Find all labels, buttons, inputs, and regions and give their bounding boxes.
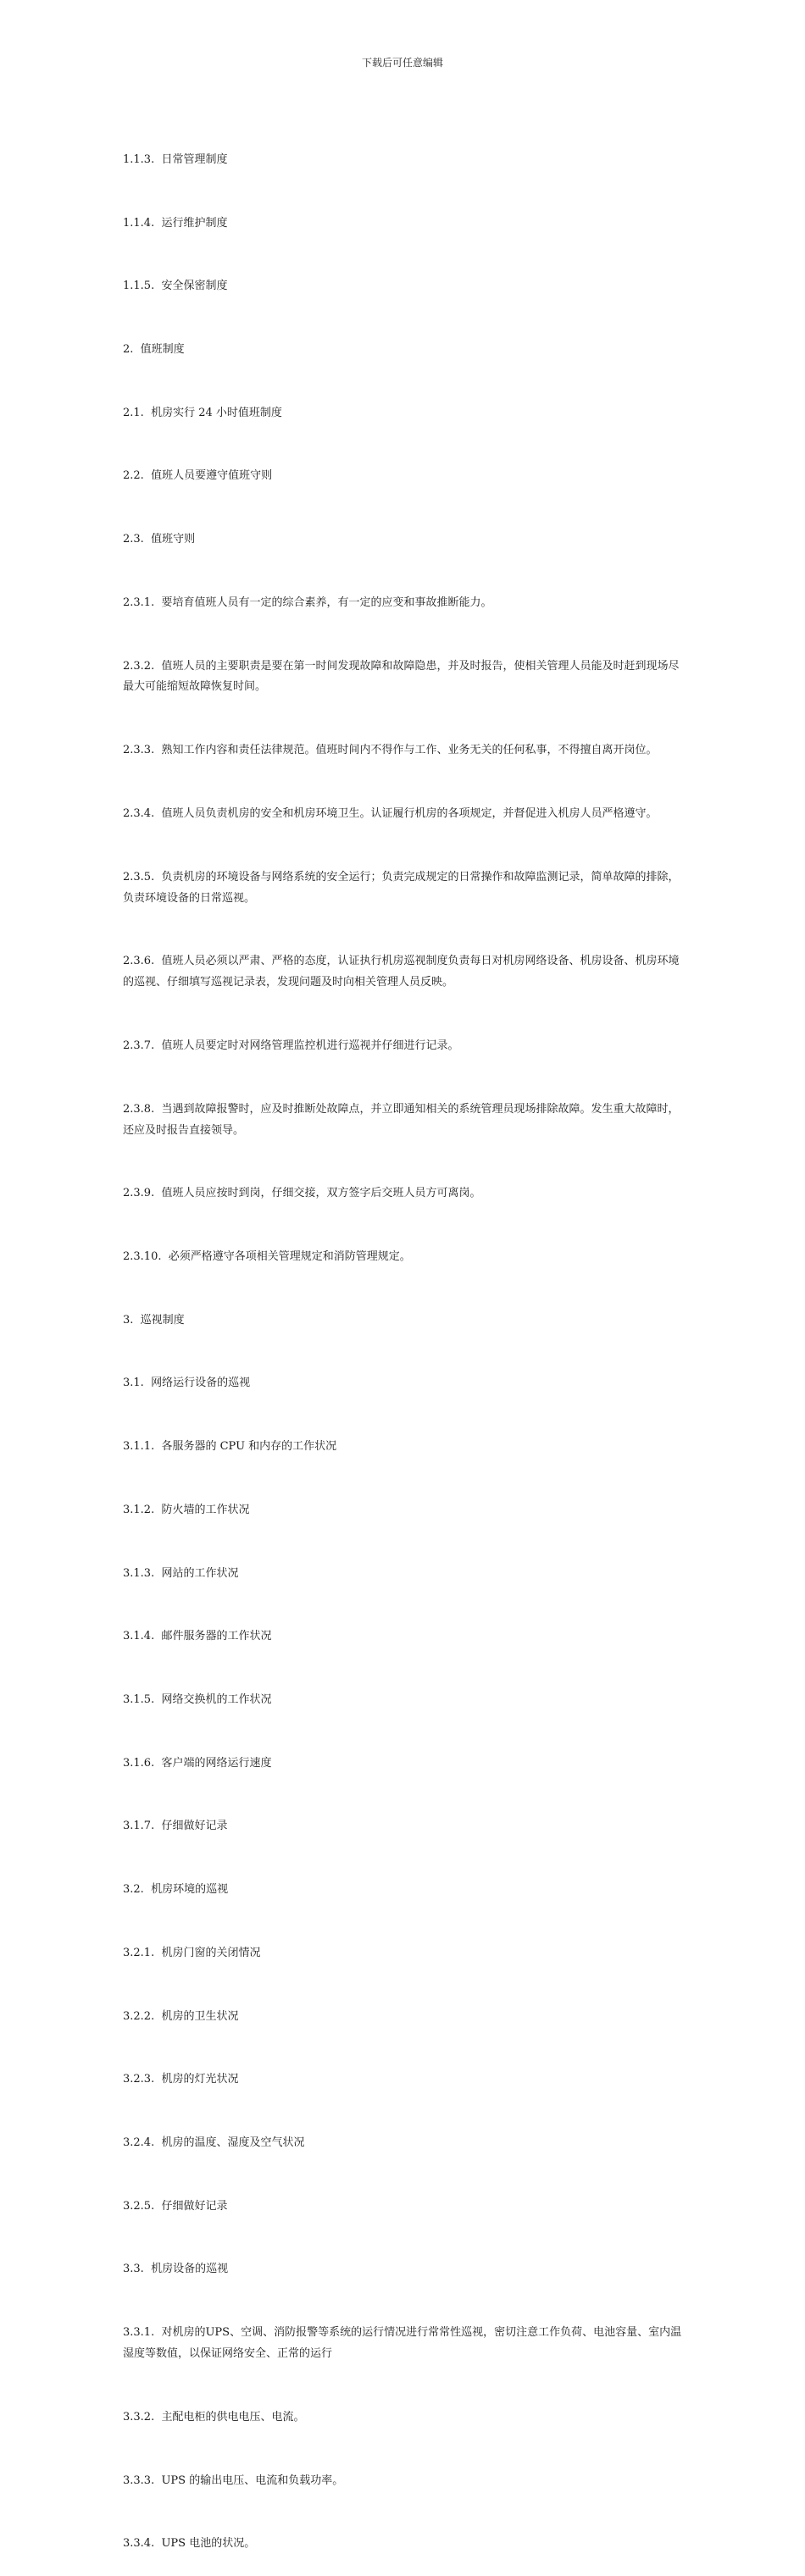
paragraph: 1.1.4. 运行维护制度 — [123, 216, 228, 230]
paragraph: 1.1.3. 日常管理制度 — [123, 152, 228, 166]
paragraph: 3.1.7. 仔细做好记录 — [123, 1820, 228, 1833]
paragraph: 3.1.4. 邮件服务器的工作状况 — [123, 1630, 272, 1643]
paragraph: 3.1.6. 客户端的网络运行速度 — [123, 1756, 272, 1770]
paragraph: 2.2. 值班人员要遵守值班守则 — [123, 469, 273, 483]
paragraph: 3.1.1. 各服务器的 CPU 和内存的工作状况 — [123, 1440, 337, 1454]
section-heading: 2. 值班制度 — [123, 342, 185, 356]
section-heading: 3. 巡视制度 — [123, 1313, 185, 1327]
paragraph: 2.3.10. 必须严格遵守各项相关管理规定和消防管理规定。 — [123, 1249, 411, 1263]
paragraph: 3.1.5. 网络交换机的工作状况 — [123, 1692, 272, 1706]
paragraph: 2.3.1. 要培育值班人员有一定的综合素养，有一定的应变和事故推断能力。 — [123, 596, 492, 609]
document-body — [123, 108, 689, 2576]
paragraph: 3.3.2. 主配电柜的供电电压、电流。 — [123, 2410, 305, 2424]
paragraph: 3.2.1. 机房门窗的关闭情况 — [123, 1946, 261, 1959]
paragraph: 3.3.4. UPS 电池的状况。 — [123, 2537, 256, 2551]
paragraph: 3.2.5. 仔细做好记录 — [123, 2199, 228, 2213]
paragraph: 2.3.2. 值班人员的主要职责是要在第一时间发现故障和故障隐患，并及时报告，使相关管理人员能及时赶到现场尽最大可能缩短故障恢复时间。 — [123, 659, 680, 694]
paragraph: 2.3. 值班守则 — [123, 533, 196, 546]
paragraph: 2.3.7. 值班人员要定时对网络管理监控机进行巡视并仔细进行记录。 — [123, 1039, 459, 1052]
paragraph: 2.3.4. 值班人员负责机房的安全和机房环境卫生。认证履行机房的各项规定，并督促进入机房人员严格遵守。 — [123, 806, 658, 820]
paragraph: 2.1. 机房实行 24 小时值班制度 — [123, 406, 282, 419]
paragraph: 2.3.3. 熟知工作内容和责任法律规范。值班时间内不得作与工作、业务无关的任何私事，不得擅自离开岗位。 — [123, 744, 658, 757]
paragraph: 3.3.3. UPS 的输出电压、电流和负载功率。 — [123, 2474, 344, 2487]
paragraph: 3.2.3. 机房的灯光状况 — [123, 2073, 239, 2086]
paragraph: 3.1.3. 网站的工作状况 — [123, 1566, 239, 1580]
paragraph: 3.2.4. 机房的温度、湿度及空气状况 — [123, 2136, 305, 2149]
paragraph: 2.3.8. 当遇到故障报警时，应及时推断处故障点，并立即通知相关的系统管理员现场排除故障。发生重大故障时，还应及时报告直接领导。 — [123, 1102, 680, 1137]
paragraph: 3.1. 网络运行设备的巡视 — [123, 1377, 251, 1390]
page-header: 下载后可任意编辑 — [361, 57, 443, 69]
paragraph: 2.3.6. 值班人员必须以严肃、严格的态度，认证执行机房巡视制度负责每日对机房网络设备、机房设备、机房环境的巡视、仔细填写巡视记录表，发现问题及时向相关管理人员反映。 — [123, 955, 680, 989]
paragraph: 3.3. 机房设备的巡视 — [123, 2263, 229, 2276]
paragraph: 3.3.1. 对机房的UPS、空调、消防报警等系统的运行情况进行常常性巡视，密切注意工作负荷、电池容量、室内温湿度等数值，以保证网络安全、正常的运行 — [123, 2326, 682, 2361]
paragraph: 2.3.9. 值班人员应按时到岗，仔细交接，双方签字后交班人员方可离岗。 — [123, 1187, 481, 1200]
paragraph: 3.1.2. 防火墙的工作状况 — [123, 1503, 250, 1516]
paragraph: 2.3.5. 负责机房的环境设备与网络系统的安全运行；负责完成规定的日常操作和故障监测记录，简单故障的排除，负责环境设备的日常巡视。 — [123, 870, 680, 905]
paragraph: 1.1.5. 安全保密制度 — [123, 280, 228, 293]
paragraph: 3.2.2. 机房的卫生状况 — [123, 2009, 239, 2023]
paragraph: 3.2. 机房环境的巡视 — [123, 1883, 229, 1897]
